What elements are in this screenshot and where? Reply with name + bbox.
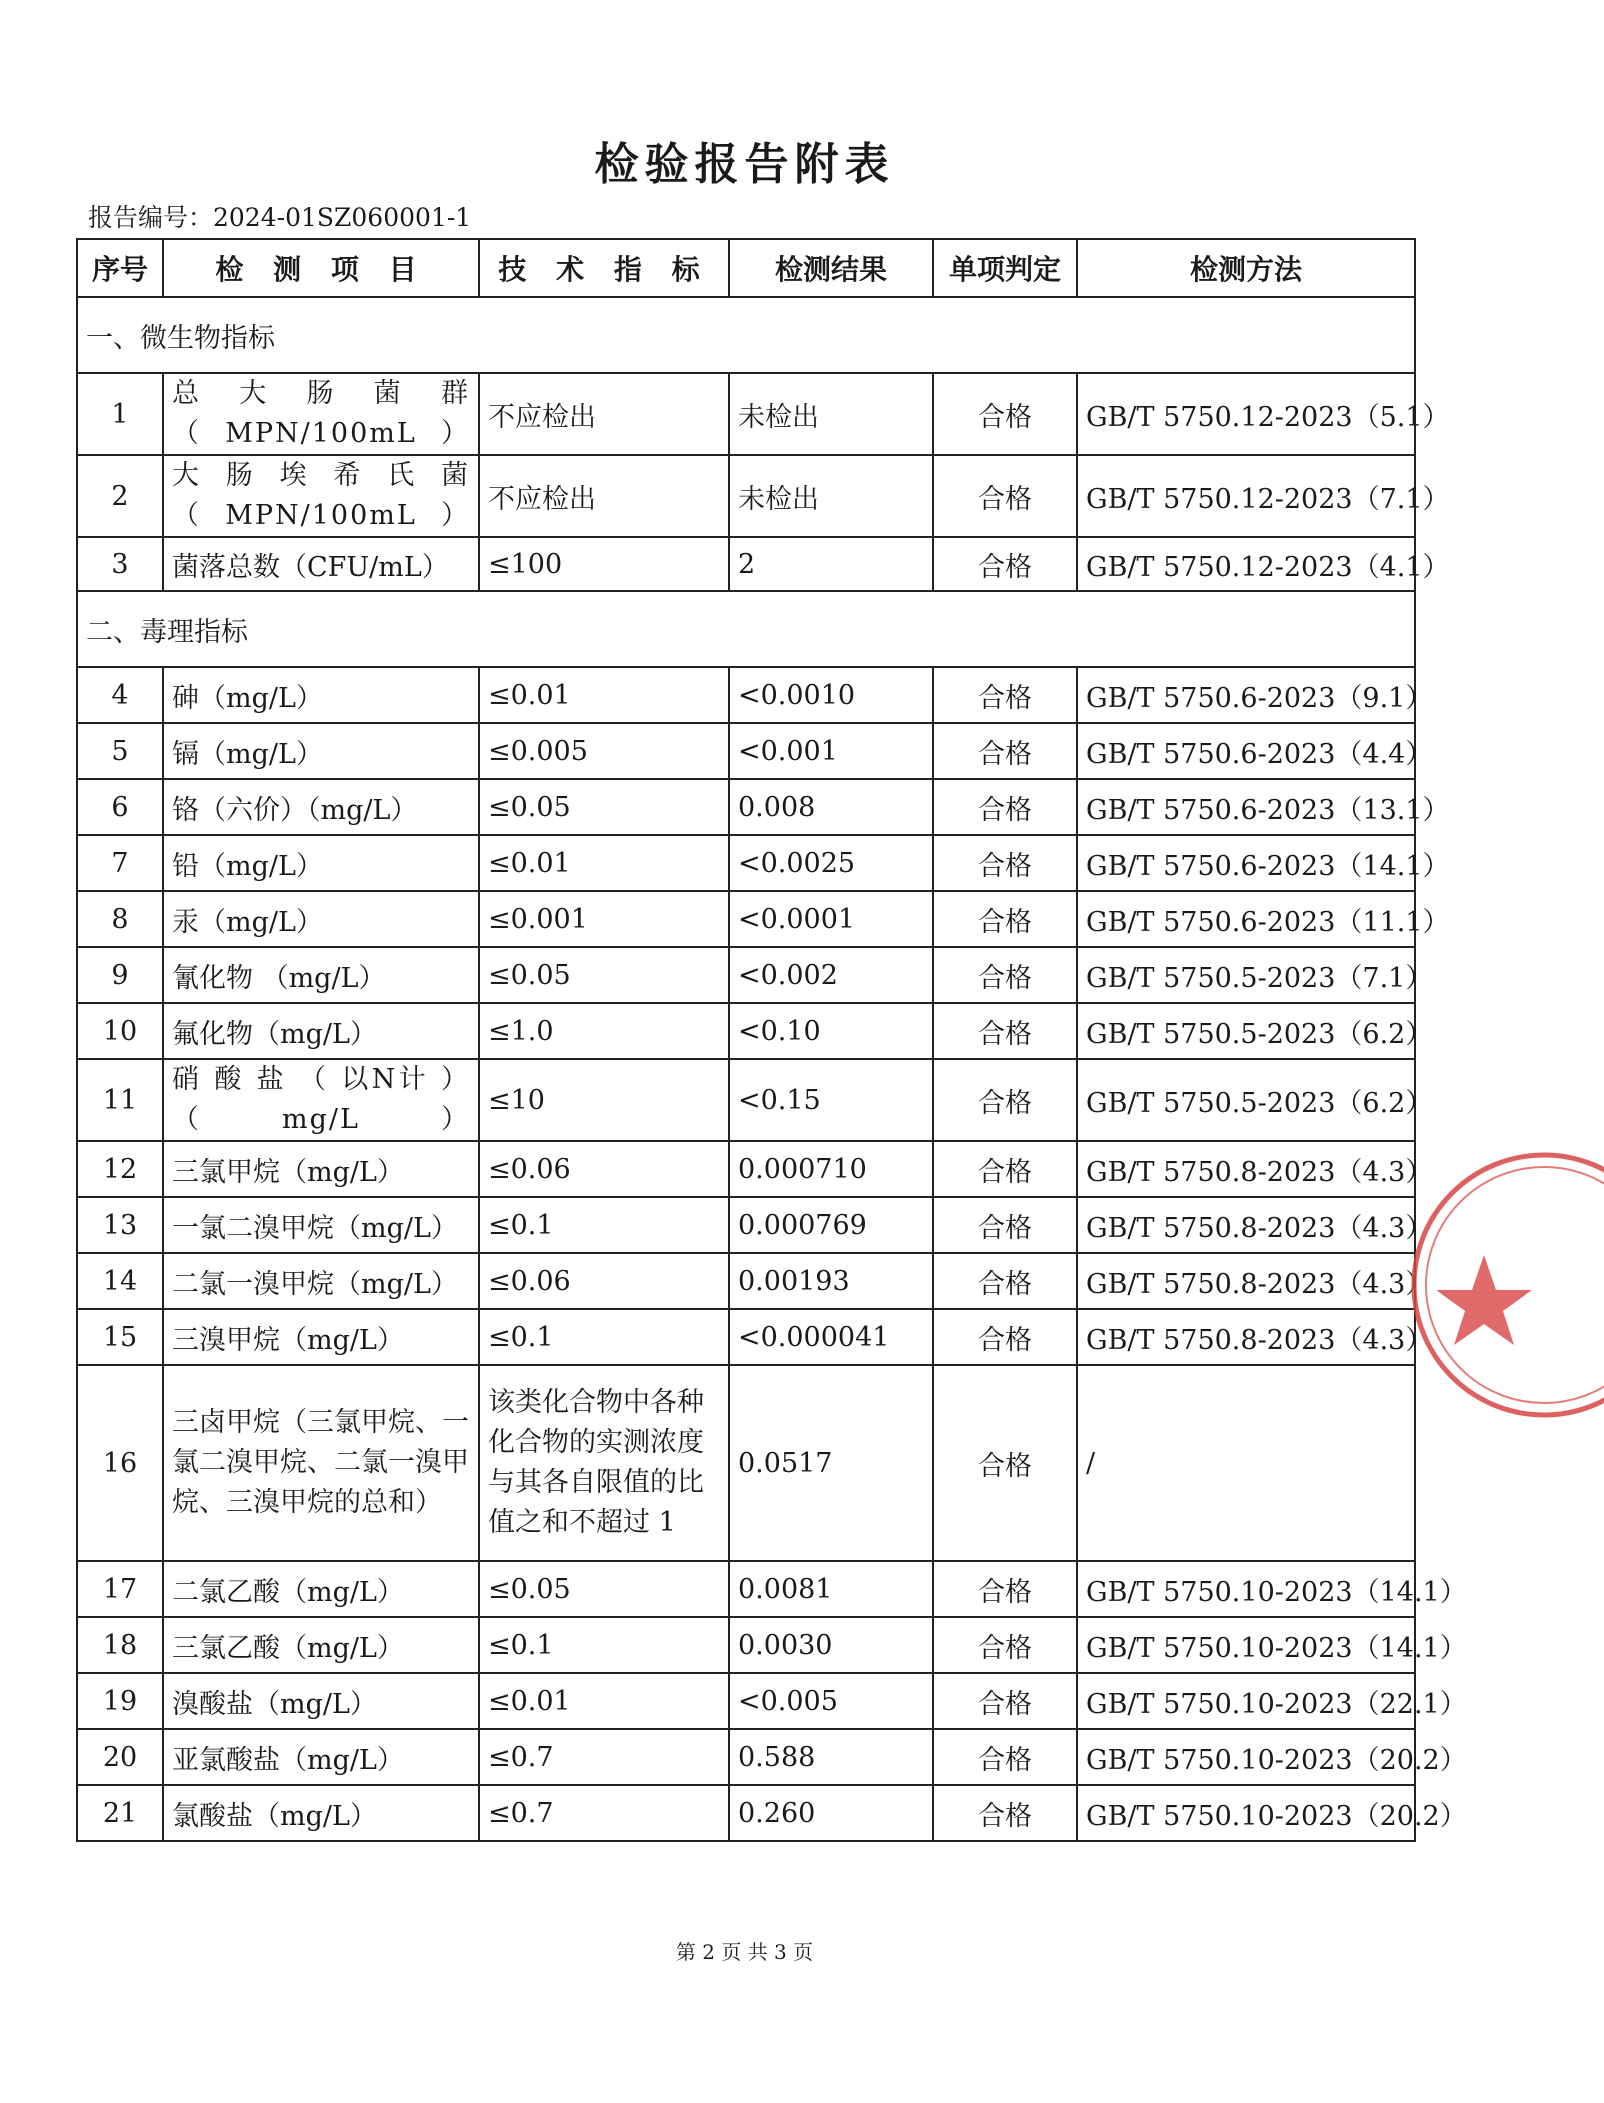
table-row <box>77 779 1415 835</box>
cell-method: GB/T 5750.6-2023（13.1） <box>1077 779 1415 835</box>
cell-spec: ≤0.7 <box>479 1785 729 1841</box>
cell-result: 0.588 <box>729 1729 933 1785</box>
cell-judge: 合格 <box>933 1141 1077 1197</box>
cell-spec: 不应检出 <box>479 373 729 455</box>
cell-result: <0.000041 <box>729 1309 933 1365</box>
cell-spec: ≤0.05 <box>479 1561 729 1617</box>
cell-item: 铅（mg/L） <box>163 835 479 891</box>
cell-judge: 合格 <box>933 373 1077 455</box>
cell-result: 0.00193 <box>729 1253 933 1309</box>
cell-result: <0.0001 <box>729 891 933 947</box>
cell-judge: 合格 <box>933 891 1077 947</box>
cell-method: GB/T 5750.12-2023（5.1） <box>1077 373 1415 455</box>
cell-no: 19 <box>77 1673 163 1729</box>
table-row <box>77 1253 1415 1309</box>
cell-result: <0.002 <box>729 947 933 1003</box>
table-header-row <box>77 239 1415 297</box>
cell-no: 17 <box>77 1561 163 1617</box>
cell-method: GB/T 5750.5-2023（7.1） <box>1077 947 1415 1003</box>
cell-spec: ≤0.1 <box>479 1309 729 1365</box>
cell-method: GB/T 5750.10-2023（20.2） <box>1077 1729 1415 1785</box>
cell-item: 三溴甲烷（mg/L） <box>163 1309 479 1365</box>
cell-judge: 合格 <box>933 779 1077 835</box>
table-row <box>77 1365 1415 1561</box>
cell-method: GB/T 5750.6-2023（14.1） <box>1077 835 1415 891</box>
cell-judge: 合格 <box>933 723 1077 779</box>
cell-judge: 合格 <box>933 1253 1077 1309</box>
cell-judge: 合格 <box>933 835 1077 891</box>
cell-item: 三卤甲烷（三氯甲烷、一氯二溴甲烷、二氯一溴甲烷、三溴甲烷的总和） <box>163 1365 479 1561</box>
table-row <box>77 1141 1415 1197</box>
cell-result: 0.000710 <box>729 1141 933 1197</box>
cell-no: 9 <box>77 947 163 1003</box>
cell-no: 12 <box>77 1141 163 1197</box>
table-row <box>77 537 1415 591</box>
red-seal-stamp <box>1404 1135 1604 1435</box>
cell-no: 18 <box>77 1617 163 1673</box>
cell-result: 未检出 <box>729 455 933 537</box>
cell-method: GB/T 5750.6-2023（4.4） <box>1077 723 1415 779</box>
cell-item: 二氯乙酸（mg/L） <box>163 1561 479 1617</box>
cell-item: 汞（mg/L） <box>163 891 479 947</box>
cell-spec: ≤0.7 <box>479 1729 729 1785</box>
header-item: 检 测 项 目 <box>163 239 479 297</box>
table-row <box>77 455 1415 537</box>
cell-item: 氰化物 （mg/L） <box>163 947 479 1003</box>
cell-judge: 合格 <box>933 1617 1077 1673</box>
cell-judge: 合格 <box>933 537 1077 591</box>
cell-method: GB/T 5750.6-2023（9.1） <box>1077 667 1415 723</box>
cell-no: 14 <box>77 1253 163 1309</box>
cell-no: 11 <box>77 1059 163 1141</box>
cell-result: <0.005 <box>729 1673 933 1729</box>
cell-no: 16 <box>77 1365 163 1561</box>
cell-item: 镉（mg/L） <box>163 723 479 779</box>
cell-result: 0.0517 <box>729 1365 933 1561</box>
cell-item: 硝 酸 盐 （ 以N计 ）（mg/L） <box>163 1059 479 1141</box>
cell-method: GB/T 5750.10-2023（20.2） <box>1077 1785 1415 1841</box>
cell-judge: 合格 <box>933 1561 1077 1617</box>
cell-item: 菌落总数（CFU/mL） <box>163 537 479 591</box>
cell-result: <0.0025 <box>729 835 933 891</box>
cell-judge: 合格 <box>933 1673 1077 1729</box>
header-judge: 单项判定 <box>933 239 1077 297</box>
cell-judge: 合格 <box>933 1785 1077 1841</box>
cell-no: 15 <box>77 1309 163 1365</box>
cell-judge: 合格 <box>933 1309 1077 1365</box>
cell-judge: 合格 <box>933 667 1077 723</box>
cell-judge: 合格 <box>933 1059 1077 1141</box>
cell-item: 三氯乙酸（mg/L） <box>163 1617 479 1673</box>
cell-method: GB/T 5750.10-2023（14.1） <box>1077 1561 1415 1617</box>
cell-no: 6 <box>77 779 163 835</box>
inspection-table <box>76 238 1467 1842</box>
cell-no: 2 <box>77 455 163 537</box>
header-result: 检测结果 <box>729 239 933 297</box>
cell-no: 5 <box>77 723 163 779</box>
table-row <box>77 947 1415 1003</box>
cell-result: 0.260 <box>729 1785 933 1841</box>
report-number: 报告编号：2024-01SZ060001-1 <box>88 203 472 232</box>
cell-method: GB/T 5750.8-2023（4.3） <box>1077 1141 1415 1197</box>
table-row <box>77 667 1415 723</box>
table-row <box>77 1309 1415 1365</box>
table-row <box>77 1561 1415 1617</box>
cell-method: GB/T 5750.12-2023（7.1） <box>1077 455 1415 537</box>
cell-method: GB/T 5750.10-2023（22.1） <box>1077 1673 1415 1729</box>
cell-result: 0.0081 <box>729 1561 933 1617</box>
cell-method: GB/T 5750.10-2023（14.1） <box>1077 1617 1415 1673</box>
cell-result: <0.15 <box>729 1059 933 1141</box>
cell-spec: ≤0.005 <box>479 723 729 779</box>
cell-result: <0.0010 <box>729 667 933 723</box>
cell-spec: ≤0.1 <box>479 1197 729 1253</box>
cell-judge: 合格 <box>933 1197 1077 1253</box>
cell-no: 20 <box>77 1729 163 1785</box>
cell-item: 总 大 肠 菌 群（MPN/100mL） <box>163 373 479 455</box>
table-row <box>77 723 1415 779</box>
table-row <box>77 1673 1415 1729</box>
cell-item: 铬（六价）（mg/L） <box>163 779 479 835</box>
section-title: 一、微生物指标 <box>77 297 1415 373</box>
header-method: 检测方法 <box>1077 239 1415 297</box>
cell-item: 三氯甲烷（mg/L） <box>163 1141 479 1197</box>
cell-spec: ≤0.06 <box>479 1253 729 1309</box>
cell-spec: ≤1.0 <box>479 1003 729 1059</box>
cell-no: 10 <box>77 1003 163 1059</box>
report-title: 检验报告附表 <box>594 139 895 190</box>
cell-no: 3 <box>77 537 163 591</box>
cell-no: 13 <box>77 1197 163 1253</box>
table-row <box>77 1197 1415 1253</box>
cell-spec: ≤0.06 <box>479 1141 729 1197</box>
cell-spec: ≤0.01 <box>479 1673 729 1729</box>
cell-spec: ≤0.05 <box>479 779 729 835</box>
cell-no: 21 <box>77 1785 163 1841</box>
cell-item: 溴酸盐（mg/L） <box>163 1673 479 1729</box>
cell-result: 0.000769 <box>729 1197 933 1253</box>
header-no: 序号 <box>77 239 163 297</box>
cell-method: GB/T 5750.5-2023（6.2） <box>1077 1003 1415 1059</box>
cell-no: 4 <box>77 667 163 723</box>
cell-no: 7 <box>77 835 163 891</box>
cell-judge: 合格 <box>933 455 1077 537</box>
cell-spec: ≤100 <box>479 537 729 591</box>
table-row <box>77 1729 1415 1785</box>
cell-spec: 该类化合物中各种化合物的实测浓度与其各自限值的比值之和不超过 1 <box>479 1365 729 1561</box>
cell-judge: 合格 <box>933 1729 1077 1785</box>
cell-result: 0.0030 <box>729 1617 933 1673</box>
table-row <box>77 1059 1415 1141</box>
cell-spec: ≤10 <box>479 1059 729 1141</box>
section-title: 二、毒理指标 <box>77 591 1415 667</box>
cell-item: 砷（mg/L） <box>163 667 479 723</box>
table-row <box>77 891 1415 947</box>
cell-no: 1 <box>77 373 163 455</box>
cell-method: GB/T 5750.12-2023（4.1） <box>1077 537 1415 591</box>
cell-spec: ≤0.001 <box>479 891 729 947</box>
cell-method: GB/T 5750.6-2023（11.1） <box>1077 891 1415 947</box>
table-row <box>77 1785 1415 1841</box>
cell-spec: 不应检出 <box>479 455 729 537</box>
table-row <box>77 373 1415 455</box>
cell-item: 亚氯酸盐（mg/L） <box>163 1729 479 1785</box>
cell-method: GB/T 5750.8-2023（4.3） <box>1077 1253 1415 1309</box>
cell-result: 未检出 <box>729 373 933 455</box>
section-row <box>77 297 1415 373</box>
page-footer: 第 2 页 共 3 页 <box>675 1940 814 1964</box>
cell-spec: ≤0.01 <box>479 835 729 891</box>
cell-spec: ≤0.1 <box>479 1617 729 1673</box>
cell-spec: ≤0.01 <box>479 667 729 723</box>
cell-item: 氯酸盐（mg/L） <box>163 1785 479 1841</box>
cell-judge: 合格 <box>933 1365 1077 1561</box>
cell-result: 0.008 <box>729 779 933 835</box>
cell-item: 氟化物（mg/L） <box>163 1003 479 1059</box>
cell-method: GB/T 5750.5-2023（6.2） <box>1077 1059 1415 1141</box>
table-row <box>77 1003 1415 1059</box>
cell-method: / <box>1077 1365 1415 1561</box>
cell-item: 二氯一溴甲烷（mg/L） <box>163 1253 479 1309</box>
section-row <box>77 591 1415 667</box>
cell-judge: 合格 <box>933 947 1077 1003</box>
header-spec: 技 术 指 标 <box>479 239 729 297</box>
table-row <box>77 835 1415 891</box>
cell-result: <0.001 <box>729 723 933 779</box>
cell-item: 大 肠 埃 希 氏 菌（MPN/100mL） <box>163 455 479 537</box>
cell-result: 2 <box>729 537 933 591</box>
cell-result: <0.10 <box>729 1003 933 1059</box>
table-row <box>77 1617 1415 1673</box>
cell-spec: ≤0.05 <box>479 947 729 1003</box>
cell-method: GB/T 5750.8-2023（4.3） <box>1077 1309 1415 1365</box>
cell-method: GB/T 5750.8-2023（4.3） <box>1077 1197 1415 1253</box>
cell-judge: 合格 <box>933 1003 1077 1059</box>
cell-item: 一氯二溴甲烷（mg/L） <box>163 1197 479 1253</box>
cell-no: 8 <box>77 891 163 947</box>
